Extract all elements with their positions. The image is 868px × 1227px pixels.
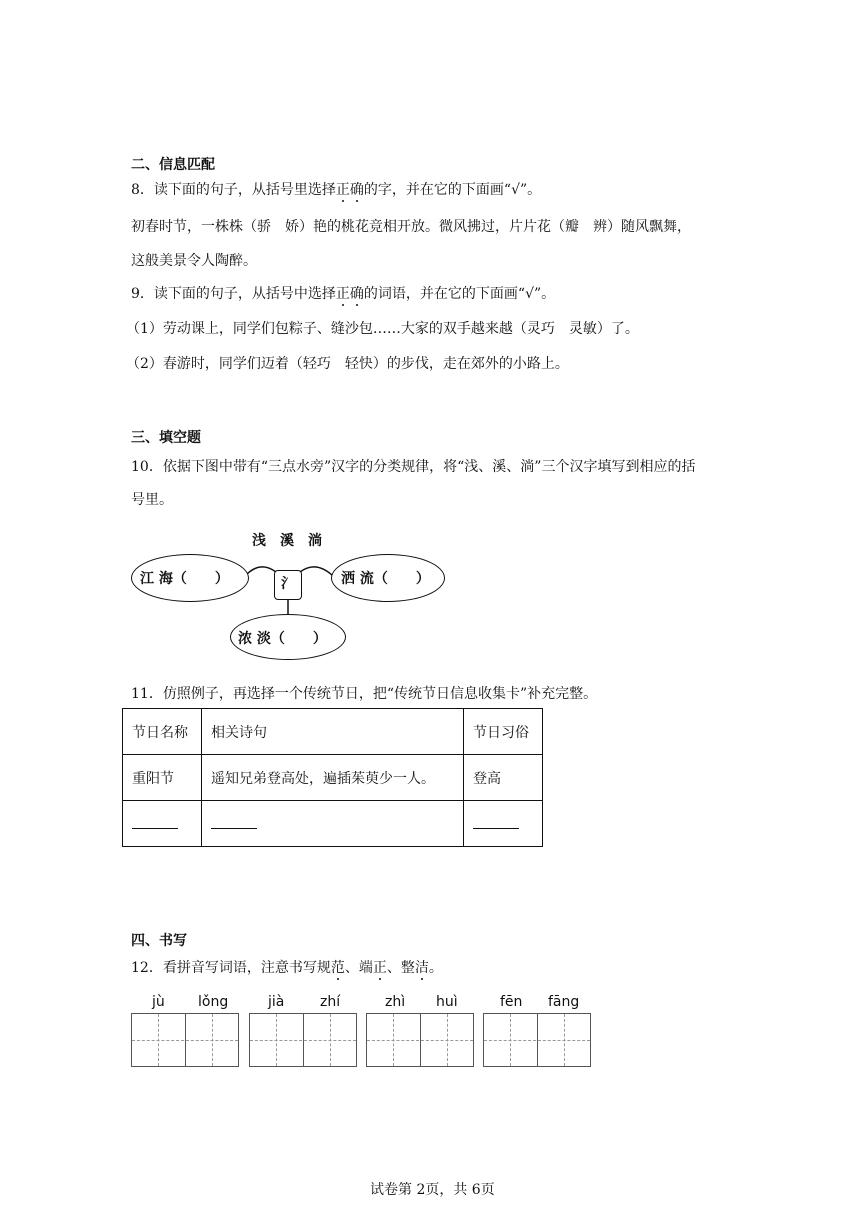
diagram-top-characters: 浅 溪 淌 [252, 533, 322, 549]
table-cell: 重阳节 [123, 755, 202, 801]
question-9-item-1: （1）劳动课上，同学们包粽子、缝沙包……大家的双手越来越（灵巧 灵敏）了。 [126, 321, 639, 337]
writing-grid[interactable] [483, 1013, 591, 1067]
pinyin-label: jià [268, 994, 285, 1010]
question-10-line-2: 号里。 [131, 492, 173, 508]
emphasis-dot-char: 洁 [414, 960, 429, 976]
writing-grid[interactable] [131, 1013, 239, 1067]
table-header-cell: 相关诗句 [202, 709, 464, 755]
question-8-line-2: 这般美景令人陶醉。 [131, 253, 257, 269]
emphasis-dot-char: 正 [335, 182, 350, 198]
pinyin-label: lǒng [198, 994, 229, 1010]
table-row [123, 709, 543, 755]
festival-info-card [122, 708, 543, 847]
writing-grid[interactable] [366, 1013, 474, 1067]
q12-prompt-start: 12．看拼音写词语，注意书写规 [131, 960, 331, 976]
page-footer: 试卷第 2页，共 6页 [370, 1182, 495, 1198]
emphasis-dot-char: 正 [372, 960, 387, 976]
category-right-label: 洒 流（ ） [341, 571, 430, 587]
table-row [123, 755, 543, 801]
question-9-item-2: （2）春游时，同学们迈着（轻巧 轻快）的步伐，走在郊外的小路上。 [126, 356, 569, 372]
pinyin-label: zhì [385, 994, 406, 1010]
question-10-line-1: 10．依据下图中带有“三点水旁”汉字的分类规律，将“浅、溪、淌”三个汉字填写到相应的括 [131, 459, 696, 475]
pinyin-label: zhí [320, 994, 341, 1010]
q9-prompt-start: 9．读下面的句子，从括号中选择 [131, 286, 336, 302]
emphasis-dot-char: 确 [349, 182, 364, 198]
pinyin-label: huì [436, 994, 458, 1010]
q9-prompt-end: 的词语，并在它的下面画“√”。 [363, 286, 556, 302]
q12-prompt-part: 、端 [344, 960, 373, 976]
answer-blank[interactable] [211, 814, 257, 829]
emphasis-dot-char: 范 [330, 960, 345, 976]
category-bottom-label: 浓 淡（ ） [238, 631, 327, 647]
pinyin-label: jù [152, 994, 165, 1010]
writing-grid[interactable] [249, 1013, 357, 1067]
q8-prompt-end: 的字，并在它的下面画“√”。 [363, 182, 542, 198]
table-header-cell: 节日名称 [123, 709, 202, 755]
radical-box: 氵 [274, 570, 302, 600]
section-heading-2: 二、信息匹配 [131, 157, 215, 173]
category-left-label: 江 海（ ） [140, 571, 229, 587]
table-header-cell: 节日习俗 [464, 709, 543, 755]
pinyin-label: fāng [548, 994, 580, 1010]
emphasis-dot-char: 正 [335, 286, 350, 302]
table-cell: 遥知兄弟登高处，遍插茱萸少一人。 [202, 755, 464, 801]
section-heading-3: 三、填空题 [131, 430, 201, 446]
table-cell-blank[interactable] [464, 801, 543, 847]
q12-prompt-part: 、整 [386, 960, 415, 976]
question-11-prompt: 11．仿照例子，再选择一个传统节日，把“传统节日信息收集卡”补充完整。 [131, 686, 598, 702]
pinyin-label: fēn [500, 994, 523, 1010]
section-heading-4: 四、书写 [131, 933, 187, 949]
table-cell-blank[interactable] [202, 801, 464, 847]
table-cell-blank[interactable] [123, 801, 202, 847]
table-cell: 登高 [464, 755, 543, 801]
answer-blank[interactable] [132, 814, 178, 829]
q8-prompt-start: 8．读下面的句子，从括号里选择 [131, 182, 336, 198]
answer-blank[interactable] [473, 814, 519, 829]
table-row [123, 801, 543, 847]
question-8-line-1: 初春时节，一株株（骄 娇）艳的桃花竞相开放。微风拂过，片片花（瓣 辨）随风飘舞， [131, 219, 691, 235]
question-12-prompt [131, 957, 443, 977]
q12-prompt-end: 。 [428, 960, 443, 976]
emphasis-dot-char: 确 [349, 286, 364, 302]
